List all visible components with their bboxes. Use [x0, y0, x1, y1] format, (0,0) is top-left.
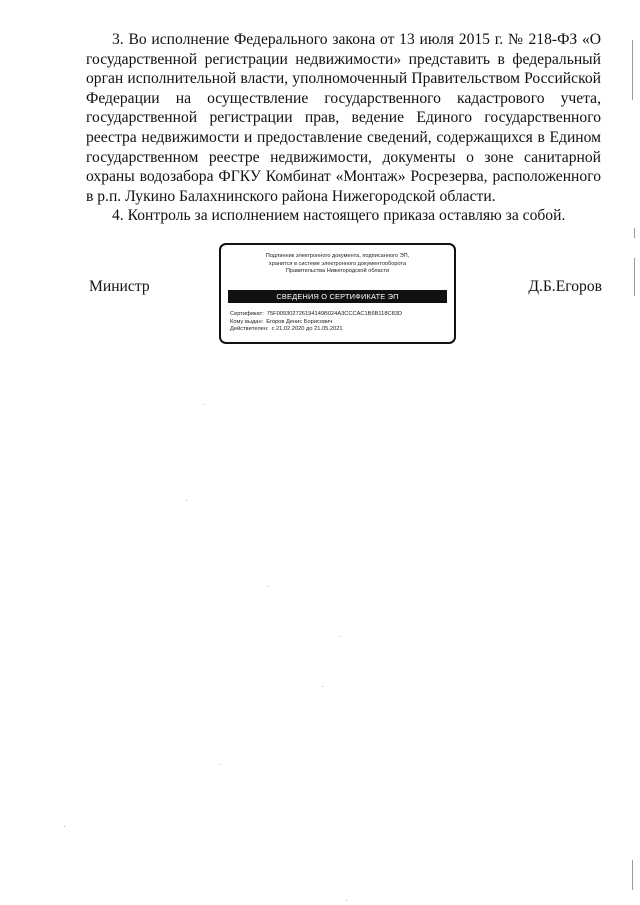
validity-label: Действителен: — [230, 326, 269, 333]
stamp-banner: СВЕДЕНИЯ О СЕРТИФИКАТЕ ЭП — [228, 290, 447, 303]
scan-speck — [340, 636, 341, 637]
scan-edge-mark — [632, 40, 633, 100]
stamp-note-line: Подлинник электронного документа, подписанного ЭП, — [265, 253, 410, 259]
validity-value: с 21.02.2020 до 21.05.2021 — [271, 326, 343, 333]
certificate-value: 75F009302726194149B024A3CCCAC1B6B118C83D — [266, 311, 403, 317]
signature-block — [0, 0, 640, 400]
signer-name: Д.Б.Егоров — [528, 278, 602, 295]
paragraph-4: 4. Контроль за исполнением настоящего приказа оставляю за собой. — [112, 207, 566, 225]
scan-edge-mark — [632, 860, 633, 890]
scan-speck — [186, 500, 187, 501]
scan-edge-mark — [634, 228, 635, 238]
stamp-note — [227, 253, 448, 276]
stamp-certificate-details — [230, 311, 448, 334]
scan-speck — [322, 686, 323, 687]
stamp-note-line: Правительства Нижегородской области — [285, 268, 390, 275]
scan-edge-mark — [634, 258, 635, 296]
paragraph-3: 3. Во исполнение Федерального закона от 13 июля 2015 г. № 218-ФЗ «О государственной регистрации недвижимости» представить в федеральный орган исполнительной власти, уполномоченный Правительством Российской Федерации на осуществление государственного кадастрового учета, государственной регистрации прав, ведение Единого государственного реестра недвижимости и предоставление сведений, содержащихся в Едином государственном реестре недвижимости, документы о зоне санитарной охраны водозабора ФГКУ Комбинат «Монтаж» Росрезерва, расположенного в р.п. Лукино Балахнинского района Нижегородской области. — [86, 31, 601, 205]
certificate-line — [230, 311, 448, 319]
electronic-signature-stamp — [219, 243, 456, 344]
scan-speck — [204, 404, 205, 405]
scan-speck — [346, 900, 347, 901]
stamp-note-line: хранится в системе электронного документооборота — [268, 260, 407, 267]
signer-position-title: Министр — [89, 278, 150, 295]
validity-line — [230, 326, 448, 334]
certificate-label: Сертификат: — [230, 311, 264, 317]
issued-to-value: Егоров Денис Борисович — [266, 318, 333, 325]
issued-to-label: Кому выдан: — [230, 318, 264, 325]
scan-speck — [268, 586, 269, 587]
scan-speck — [220, 764, 221, 765]
scan-speck — [64, 826, 65, 827]
